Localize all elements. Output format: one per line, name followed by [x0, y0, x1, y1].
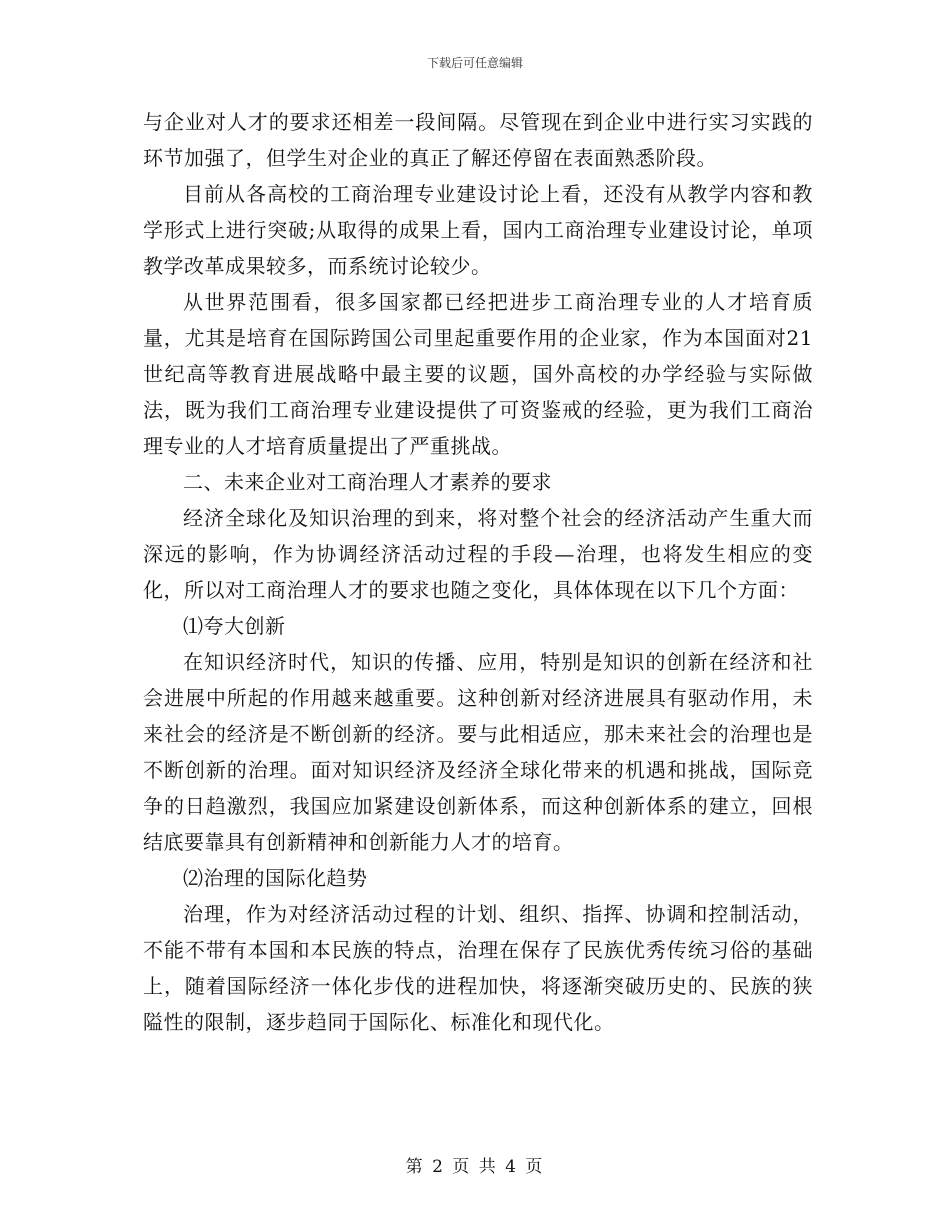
page-header: 下载后可任意编辑 [426, 56, 523, 70]
paragraph: 与企业对人才的要求还相差一段间隔。尽管现在到企业中进行实习实践的环节加强了，但学生对企业的真正了解还停留在表面熟悉阶段。 [143, 110, 813, 170]
paragraph: 经济全球化及知识治理的到来，将对整个社会的经济活动产生重大而深远的影响，作为协调经济活动过程的手段—治理，也将发生相应的变化，所以对工商治理人才的要求也随之变化，具体体现在以下几个方面： [143, 506, 813, 602]
paragraph: 治理，作为对经济活动过程的计划、组织、指挥、协调和控制活动，不能不带有本国和本民族的特点，治理在保存了民族优秀传统习俗的基础上，随着国际经济一体化步伐的进程加快，将逐渐突破历史的、民族的狭隘性的限制，逐步趋同于国际化、标准化和现代化。 [143, 902, 813, 1034]
subsection-heading: ⑵治理的国际化趋势 [183, 866, 368, 890]
section-heading: 二、未来企业对工商治理人才素养的要求 [183, 470, 552, 494]
paragraph: 目前从各高校的工商治理专业建设讨论上看，还没有从教学内容和教学形式上进行突破;从取得的成果上看，国内工商治理专业建设讨论，单项教学改革成果较多，而系统讨论较少。 [143, 182, 813, 278]
document-body [143, 104, 813, 1040]
page-number-footer: 第 2 页 共 4 页 [405, 1157, 545, 1177]
paragraph: 在知识经济时代，知识的传播、应用，特别是知识的创新在经济和社会进展中所起的作用越来越重要。这种创新对经济进展具有驱动作用，未来社会的经济是不断创新的经济。要与此相适应，那未来社会的治理也是不断创新的治理。面对知识经济及经济全球化带来的机遇和挑战，国际竞争的日趋激烈，我国应加紧建设创新体系，而这种创新体系的建立，回根结底要靠具有创新精神和创新能力人才的培育。 [143, 650, 813, 854]
paragraph: 从世界范围看，很多国家都已经把进步工商治理专业的人才培育质量，尤其是培育在国际跨国公司里起重要作用的企业家，作为本国面对21世纪高等教育进展战略中最主要的议题，国外高校的办学经验与实际做法，既为我们工商治理专业建设提供了可资鉴戒的经验，更为我们工商治理专业的人才培育质量提出了严重挑战。 [143, 290, 813, 458]
subsection-heading: ⑴夸大创新 [183, 614, 286, 638]
